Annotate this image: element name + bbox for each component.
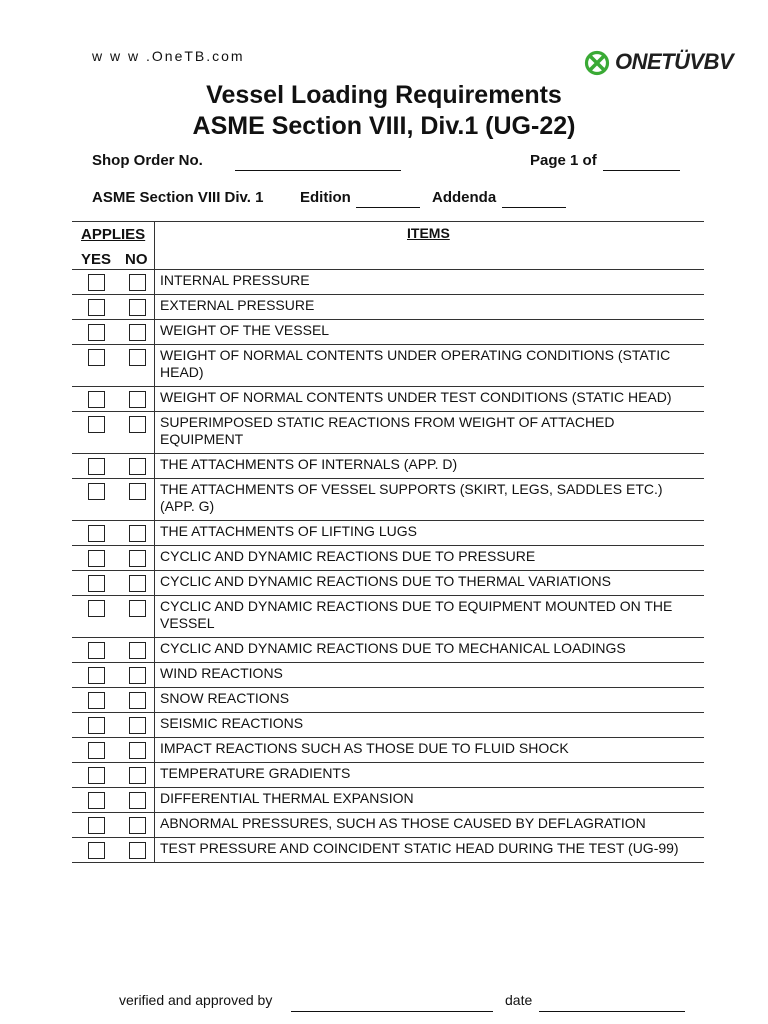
yes-checkbox[interactable]	[88, 742, 105, 759]
no-checkbox[interactable]	[129, 391, 146, 408]
table-row	[72, 712, 704, 737]
no-checkbox[interactable]	[129, 692, 146, 709]
item-text: IMPACT REACTIONS SUCH AS THOSE DUE TO FLUID SHOCK	[160, 740, 569, 756]
verified-label: verified and approved by	[119, 992, 273, 1008]
item-text: SNOW REACTIONS	[160, 690, 290, 706]
item-text: SEISMIC REACTIONS	[160, 715, 304, 731]
item-text: INTERNAL PRESSURE	[160, 272, 310, 288]
no-checkbox[interactable]	[129, 483, 146, 500]
no-checkbox[interactable]	[129, 575, 146, 592]
item-text: THE ATTACHMENTS OF INTERNALS (APP. D)	[160, 456, 458, 472]
item-text: CYCLIC AND DYNAMIC REACTIONS DUE TO THERMAL VARIATIONS	[160, 573, 611, 589]
no-checkbox[interactable]	[129, 324, 146, 341]
yes-checkbox[interactable]	[88, 416, 105, 433]
edition-label: Edition	[300, 189, 351, 206]
yes-checkbox[interactable]	[88, 274, 105, 291]
no-checkbox[interactable]	[129, 349, 146, 366]
table-row	[72, 570, 704, 595]
table-row	[72, 637, 704, 662]
item-text: WEIGHT OF THE VESSEL	[160, 322, 330, 338]
table-row	[72, 787, 704, 812]
no-checkbox[interactable]	[129, 817, 146, 834]
shop-order-label: Shop Order No.	[92, 152, 203, 169]
no-checkbox[interactable]	[129, 742, 146, 759]
table-row	[72, 837, 704, 862]
table-row	[72, 812, 704, 837]
table-row	[72, 687, 704, 712]
table-row	[72, 269, 704, 294]
item-text: WEIGHT OF NORMAL CONTENTS UNDER TEST CONDITIONS (STATIC HEAD)	[160, 389, 672, 405]
item-text: CYCLIC AND DYNAMIC REACTIONS DUE TO PRESSURE	[160, 548, 536, 564]
yes-checkbox[interactable]	[88, 717, 105, 734]
no-checkbox[interactable]	[129, 767, 146, 784]
item-text: WIND REACTIONS	[160, 665, 283, 681]
item-text: SUPERIMPOSED STATIC REACTIONS FROM WEIGHT OF ATTACHED EQUIPMENT	[160, 414, 615, 447]
yes-checkbox[interactable]	[88, 817, 105, 834]
page-subtitle: ASME Section VIII, Div.1 (UG-22)	[192, 112, 576, 140]
no-checkbox[interactable]	[129, 667, 146, 684]
yes-checkbox[interactable]	[88, 842, 105, 859]
no-checkbox[interactable]	[129, 600, 146, 617]
items-header: ITEMS	[407, 225, 450, 241]
total-pages-field[interactable]	[603, 170, 680, 171]
table-row	[72, 344, 704, 386]
yes-checkbox[interactable]	[88, 483, 105, 500]
yes-checkbox[interactable]	[88, 692, 105, 709]
yes-checkbox[interactable]	[88, 600, 105, 617]
yes-checkbox[interactable]	[88, 525, 105, 542]
date-label: date	[505, 992, 533, 1008]
table-row	[72, 319, 704, 344]
no-checkbox[interactable]	[129, 299, 146, 316]
applies-header: APPLIES	[81, 226, 146, 243]
yes-checkbox[interactable]	[88, 458, 105, 475]
table-row	[72, 762, 704, 787]
date-field[interactable]	[539, 1011, 685, 1012]
no-checkbox[interactable]	[129, 717, 146, 734]
yes-checkbox[interactable]	[88, 349, 105, 366]
item-text: THE ATTACHMENTS OF VESSEL SUPPORTS (SKIRT, LEGS, SADDLES ETC.) (APP. G)	[160, 481, 663, 514]
table-row	[72, 595, 704, 637]
item-text: TEMPERATURE GRADIENTS	[160, 765, 351, 781]
cross-circle-logo-icon	[584, 50, 610, 76]
yes-checkbox[interactable]	[88, 642, 105, 659]
no-header: NO	[125, 251, 148, 268]
item-text: ABNORMAL PRESSURES, SUCH AS THOSE CAUSED BY DEFLAGRATION	[160, 815, 646, 831]
yes-checkbox[interactable]	[88, 667, 105, 684]
no-checkbox[interactable]	[129, 525, 146, 542]
table-body	[72, 269, 704, 862]
addenda-field[interactable]	[502, 207, 566, 208]
page-title: Vessel Loading Requirements	[206, 81, 562, 109]
yes-checkbox[interactable]	[88, 391, 105, 408]
yes-checkbox[interactable]	[88, 575, 105, 592]
yes-checkbox[interactable]	[88, 767, 105, 784]
no-checkbox[interactable]	[129, 642, 146, 659]
table-row	[72, 386, 704, 411]
table-row	[72, 520, 704, 545]
table-row	[72, 411, 704, 453]
table-row	[72, 294, 704, 319]
yes-checkbox[interactable]	[88, 550, 105, 567]
table-header	[72, 222, 704, 269]
yes-checkbox[interactable]	[88, 792, 105, 809]
table-row	[72, 737, 704, 762]
verified-by-field[interactable]	[291, 1011, 493, 1012]
company-logo	[584, 46, 734, 80]
no-checkbox[interactable]	[129, 416, 146, 433]
no-checkbox[interactable]	[129, 842, 146, 859]
shop-order-field[interactable]	[235, 170, 401, 171]
no-checkbox[interactable]	[129, 550, 146, 567]
item-text: THE ATTACHMENTS OF LIFTING LUGS	[160, 523, 417, 539]
table-row	[72, 478, 704, 520]
yes-checkbox[interactable]	[88, 299, 105, 316]
item-text: DIFFERENTIAL THERMAL EXPANSION	[160, 790, 414, 806]
item-text: CYCLIC AND DYNAMIC REACTIONS DUE TO EQUIPMENT MOUNTED ON THE VESSEL	[160, 598, 673, 631]
section-label: ASME Section VIII Div. 1	[92, 189, 264, 206]
logo-text: ONETÜVBV	[615, 49, 734, 74]
item-text: WEIGHT OF NORMAL CONTENTS UNDER OPERATING CONDITIONS (STATIC HEAD)	[160, 347, 671, 380]
item-text: TEST PRESSURE AND COINCIDENT STATIC HEAD DURING THE TEST (UG-99)	[160, 840, 679, 856]
yes-header: YES	[81, 251, 112, 268]
no-checkbox[interactable]	[129, 792, 146, 809]
no-checkbox[interactable]	[129, 458, 146, 475]
item-text: CYCLIC AND DYNAMIC REACTIONS DUE TO MECHANICAL LOADINGS	[160, 640, 626, 656]
no-checkbox[interactable]	[129, 274, 146, 291]
loading-requirements-table	[72, 221, 704, 863]
website-url: w w w .OneTB.com	[92, 48, 245, 64]
table-row	[72, 545, 704, 570]
yes-checkbox[interactable]	[88, 324, 105, 341]
item-text: EXTERNAL PRESSURE	[160, 297, 315, 313]
table-row	[72, 662, 704, 687]
table-row	[72, 453, 704, 478]
edition-field[interactable]	[356, 207, 420, 208]
addenda-label: Addenda	[432, 189, 497, 206]
page-label: Page 1 of	[530, 152, 597, 169]
